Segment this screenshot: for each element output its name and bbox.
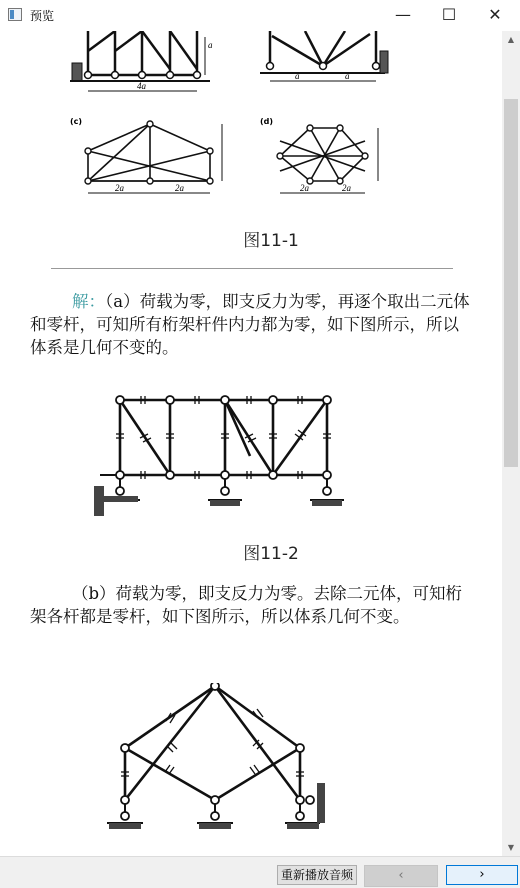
figure-b-truss	[95, 683, 335, 833]
figure-11-1	[60, 31, 400, 206]
section-divider	[51, 268, 453, 269]
maximize-button[interactable]: ☐	[441, 5, 457, 24]
solution-paragraph-b: （b）荷载为零，即支反力为零。去除二元体，可知桁架各杆都是零杆，如下图所示，所以体系几何不变。	[30, 584, 463, 626]
dim-2a-label-d1: 2a	[300, 183, 309, 193]
bottom-toolbar	[0, 856, 520, 888]
figure-11-2	[90, 386, 360, 516]
dim-a-label-b1: a	[295, 71, 300, 81]
solution-label: 解：	[72, 292, 105, 311]
preview-content	[0, 31, 502, 856]
window-title: 预览	[30, 9, 55, 23]
figure-label-c: (c)	[70, 117, 83, 126]
previous-page-button[interactable]: ‹	[364, 865, 438, 887]
figure-label-d: (d)	[260, 117, 274, 126]
minimize-button[interactable]: —	[395, 5, 411, 24]
scrollbar-thumb[interactable]	[504, 99, 518, 467]
solution-paragraph-a	[30, 290, 475, 359]
scroll-down-arrow-icon[interactable]: ▼	[507, 843, 515, 852]
dim-2a-label-d2: 2a	[342, 183, 351, 193]
replay-audio-button[interactable]: 重新播放音频	[277, 865, 357, 885]
figure-caption-11-2: 图11-2	[243, 544, 299, 564]
app-window-icon	[8, 8, 22, 21]
close-button[interactable]: ✕	[488, 5, 502, 24]
dim-2a-label-c2: 2a	[175, 183, 184, 193]
title-bar	[0, 0, 520, 32]
next-page-button[interactable]: ›	[446, 865, 518, 885]
scroll-up-arrow-icon[interactable]: ▲	[507, 35, 515, 44]
dim-a-label-a: a	[208, 40, 213, 50]
figure-caption-11-1: 图11-1	[243, 231, 299, 251]
dim-4a-label: 4a	[137, 81, 146, 91]
vertical-scrollbar[interactable]	[502, 31, 520, 856]
dim-2a-label-c1: 2a	[115, 183, 124, 193]
solution-text-a: （a）荷载为零，即支反力为零，再逐个取出二元体和零杆，可知所有桁架杆件内力都为零，如下图所示，所以体系是几何不变的。	[30, 292, 470, 357]
dim-a-label-b2: a	[345, 71, 350, 81]
